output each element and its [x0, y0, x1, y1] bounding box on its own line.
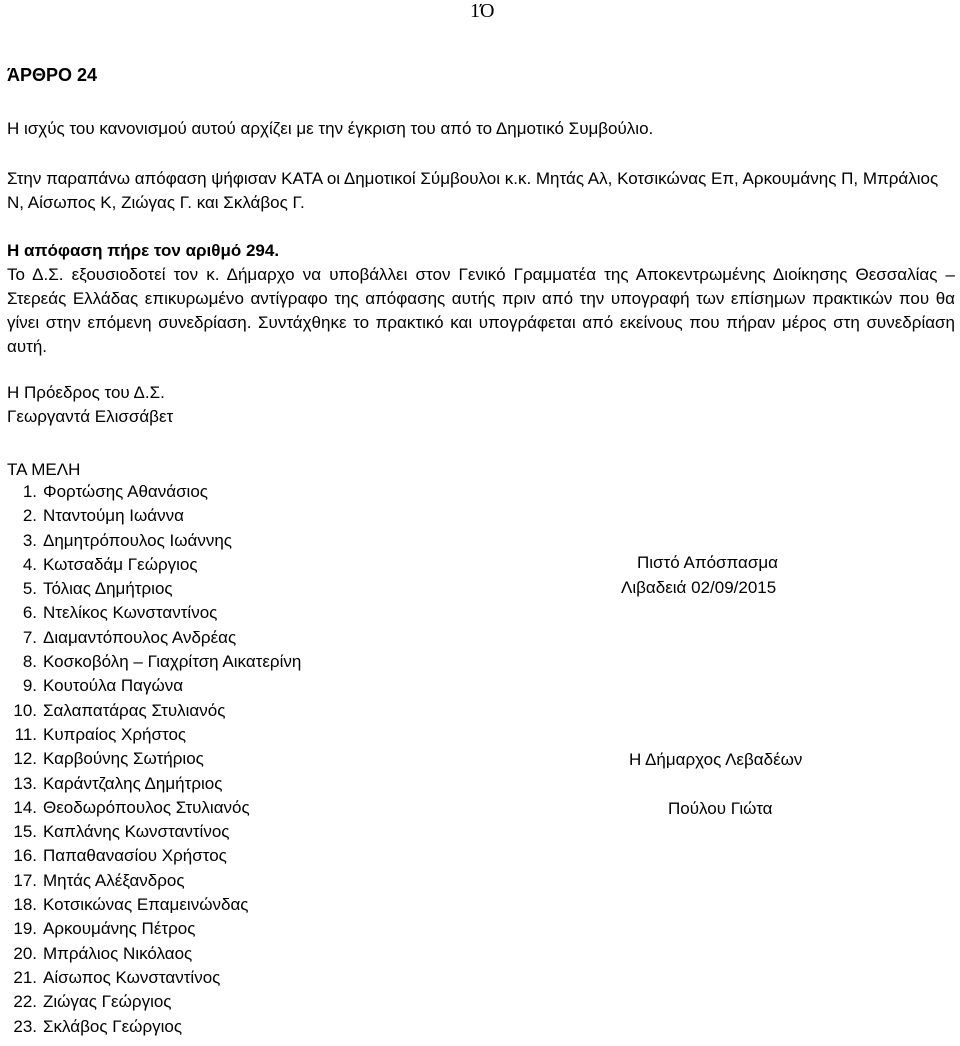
member-name: Τόλιας Δημήτριος — [43, 579, 173, 599]
president-label: Η Πρόεδρος του Δ.Σ. — [7, 383, 165, 402]
member-number: 7. — [22, 627, 37, 647]
member-name: Μπράλιος Νικόλαος — [43, 943, 193, 963]
member-name: Κωτσαδάμ Γεώργιος — [43, 554, 198, 574]
member-number: 16. — [13, 846, 37, 866]
member-item — [7, 869, 301, 893]
member-item — [7, 529, 301, 553]
member-name: Ζιώγας Γεώργιος — [43, 992, 172, 1012]
place-date: Λιβαδειά 02/09/2015 — [621, 578, 777, 597]
member-item — [7, 772, 301, 796]
member-name: Σκλάβος Γεώργιος — [43, 1016, 183, 1036]
member-item — [7, 844, 301, 868]
member-number: 21. — [13, 967, 37, 987]
member-name: Κουτούλα Παγώνα — [43, 676, 184, 696]
member-number: 10. — [13, 700, 37, 720]
president-name: Γεωργαντά Ελισσάβετ — [7, 407, 174, 426]
member-item — [7, 577, 301, 601]
member-item — [7, 650, 301, 674]
vote-paragraph: Στην παραπάνω απόφαση ψήφισαν ΚΑΤΑ οι Δημοτικοί Σύμβουλοι κ.κ. Μητάς Αλ, Κοτσικώνας Επ, Αρκουμάνης Π, Μπράλιος Ν, Αίσωπος Κ, Ζιώγας Γ. και Σκλάβος Γ. — [7, 169, 939, 212]
member-number: 14. — [13, 797, 37, 817]
member-item — [7, 674, 301, 698]
member-number: 12. — [13, 749, 37, 769]
member-name: Κοσκοβόλη – Γιαχρίτση Αικατερίνη — [43, 652, 302, 672]
member-name: Διαμαντόπουλος Ανδρέας — [43, 627, 237, 647]
member-name: Καρβούνης Σωτήριος — [43, 749, 204, 769]
member-number: 13. — [13, 773, 37, 793]
member-item — [7, 601, 301, 625]
member-item — [7, 966, 301, 990]
member-item — [7, 480, 301, 504]
member-item — [7, 796, 301, 820]
member-number: 18. — [13, 895, 37, 915]
members-list — [7, 480, 301, 1039]
member-number: 5. — [22, 579, 37, 599]
member-item — [7, 820, 301, 844]
member-number: 8. — [22, 652, 37, 672]
member-name: Κοτσικώνας Επαμεινώνδας — [43, 895, 249, 915]
members-heading: ΤΑ ΜΕΛΗ — [7, 460, 81, 479]
member-name: Αίσωπος Κωνσταντίνος — [43, 967, 221, 987]
member-number: 19. — [13, 919, 37, 939]
member-name: Θεοδωρόπουλος Στυλιανός — [43, 797, 250, 817]
member-name: Καράντζαλης Δημήτριος — [43, 773, 223, 793]
member-item — [7, 747, 301, 771]
member-item — [7, 917, 301, 941]
member-name: Ντελίκος Κωνσταντίνος — [43, 603, 218, 623]
member-number: 2. — [22, 506, 37, 526]
decision-number: Η απόφαση πήρε τον αριθμό 294. — [7, 241, 280, 260]
member-name: Δημητρόπουλος Ιωάννης — [43, 530, 232, 550]
mayor-name: Πούλου Γιώτα — [668, 799, 773, 818]
member-name: Νταντούμη Ιωάννα — [43, 506, 184, 526]
member-name: Αρκουμάνης Πέτρος — [43, 919, 196, 939]
member-item — [7, 893, 301, 917]
member-number: 15. — [13, 822, 37, 842]
mayor-title: Η Δήμαρχος Λεβαδέων — [629, 750, 803, 769]
member-number: 22. — [13, 992, 37, 1012]
member-item — [7, 942, 301, 966]
member-number: 17. — [13, 870, 37, 890]
member-name: Φορτώσης Αθανάσιος — [43, 482, 208, 501]
member-number: 9. — [22, 676, 37, 696]
member-item — [7, 504, 301, 528]
member-item — [7, 990, 301, 1014]
member-name: Κυπραίος Χρήστος — [43, 724, 187, 744]
member-number: 11. — [14, 724, 37, 744]
member-number: 20. — [13, 943, 37, 963]
validity-paragraph: Η ισχύς του κανονισμού αυτού αρχίζει με την έγκριση του από το Δημοτικό Συμβούλιο. — [7, 119, 654, 138]
article-heading: ΆΡΘΡΟ 24 — [7, 65, 98, 85]
member-number: 4. — [22, 554, 37, 574]
authorization-paragraph: Το Δ.Σ. εξουσιοδοτεί τον κ. Δήμαρχο να υποβάλλει στον Γενικό Γραμματέα της Αποκεντρωμένης Διοίκησης Θεσσαλίας – Στερεάς Ελλάδας επικυρωμένο αντίγραφο της απόφασης αυτής πριν από την υπογραφή των επίσημων πρακτικών που θα γίνει στην επόμενη συνεδρίαση. Συντάχθηκε το πρακτικό και υπογράφεται από εκείνους που πήραν μέρος στη συνεδρίαση αυτή. — [7, 265, 955, 356]
member-item — [7, 553, 301, 577]
member-name: Παπαθανασίου Χρήστος — [43, 846, 227, 866]
member-number: 6. — [22, 603, 37, 623]
member-number: 23. — [13, 1016, 37, 1036]
member-item — [7, 699, 301, 723]
member-number: 3. — [22, 530, 37, 550]
member-number: 1. — [22, 482, 37, 501]
member-name: Καπλάνης Κωνσταντίνος — [43, 822, 230, 842]
member-item — [7, 1015, 301, 1039]
member-item — [7, 626, 301, 650]
member-name: Σαλαπατάρας Στυλιανός — [43, 700, 226, 720]
member-item — [7, 723, 301, 747]
page-number: 1Ό — [470, 0, 495, 22]
member-name: Μητάς Αλέξανδρος — [43, 870, 185, 890]
certified-copy-label: Πιστό Απόσπασμα — [637, 553, 778, 572]
